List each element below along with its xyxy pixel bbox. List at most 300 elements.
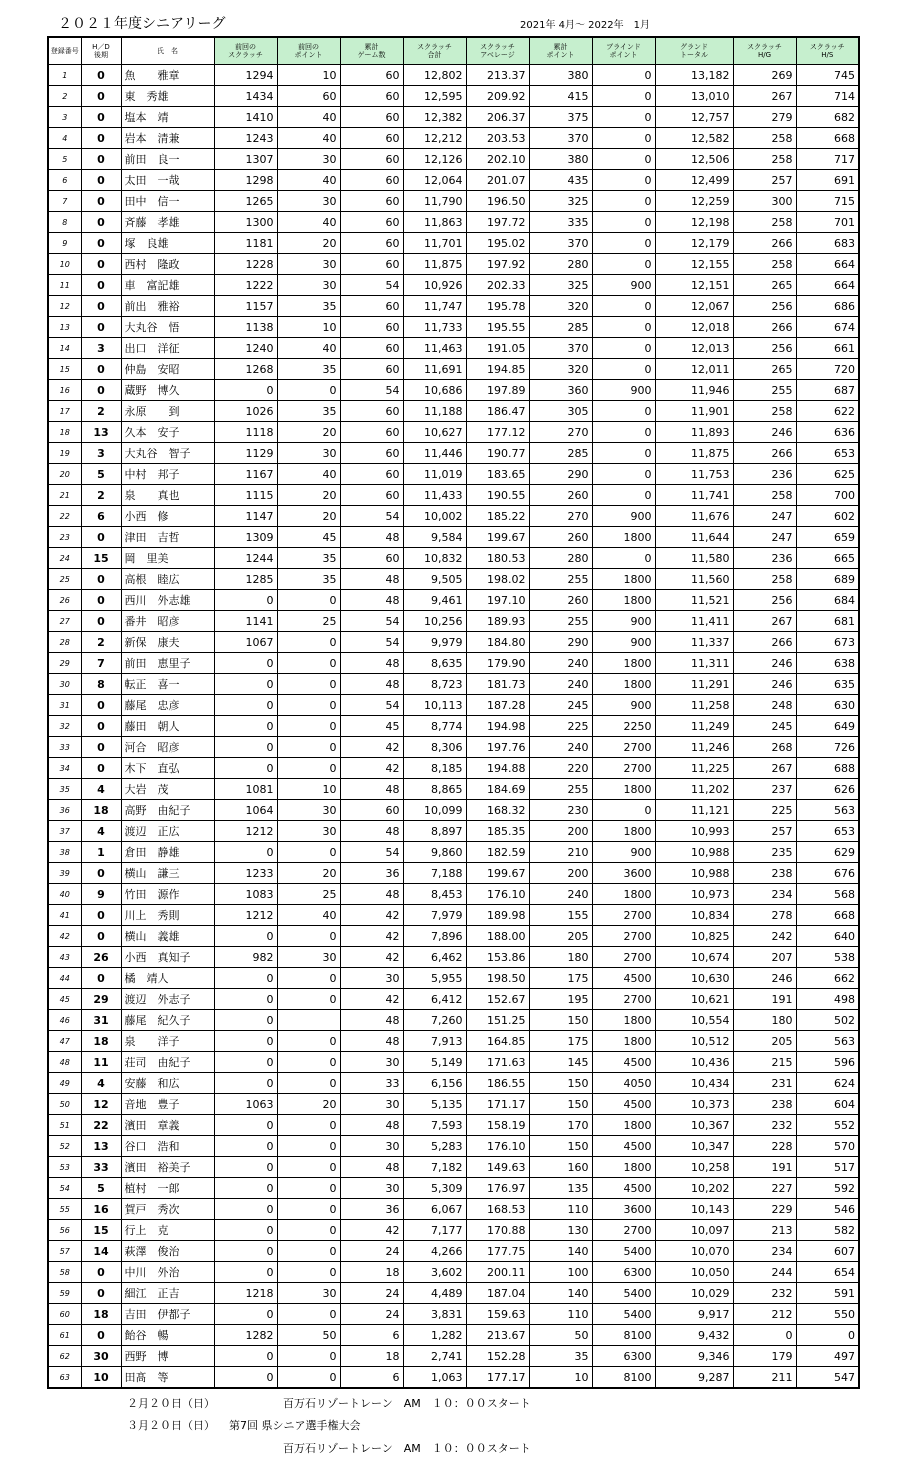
scratch-average-cell: 171.63	[466, 1052, 529, 1073]
table-row	[48, 506, 859, 527]
prev-points-cell: 0	[277, 1367, 340, 1389]
total-points-cell: 370	[529, 338, 592, 359]
scratch-total-cell: 8,865	[403, 779, 466, 800]
handicap-cell: 2	[81, 485, 121, 506]
handicap-cell: 7	[81, 653, 121, 674]
high-series-cell: 563	[796, 800, 859, 821]
grand-total-cell: 11,901	[655, 401, 733, 422]
table-row	[48, 905, 859, 926]
total-games-cell: 48	[340, 569, 403, 590]
column-header-label: 後期	[94, 51, 108, 59]
high-series-cell: 625	[796, 464, 859, 485]
prev-scratch-cell: 1294	[214, 65, 277, 86]
total-games-cell: 45	[340, 716, 403, 737]
grand-total-cell: 10,434	[655, 1073, 733, 1094]
handicap-cell: 0	[81, 317, 121, 338]
high-series-cell: 649	[796, 716, 859, 737]
scratch-average-cell: 189.98	[466, 905, 529, 926]
reg-no-cell: 49	[48, 1073, 81, 1094]
grand-total-cell: 11,337	[655, 632, 733, 653]
reg-no-cell: 8	[48, 212, 81, 233]
prev-points-cell: 35	[277, 548, 340, 569]
handicap-cell: 0	[81, 1283, 121, 1304]
high-series-cell: 640	[796, 926, 859, 947]
prev-points-cell: 30	[277, 275, 340, 296]
column-header	[81, 37, 121, 65]
high-series-cell: 591	[796, 1283, 859, 1304]
grand-total-cell: 10,050	[655, 1262, 733, 1283]
reg-no-cell: 37	[48, 821, 81, 842]
scratch-average-cell: 195.02	[466, 233, 529, 254]
total-games-cell: 24	[340, 1241, 403, 1262]
total-points-cell: 110	[529, 1199, 592, 1220]
reg-no-cell: 19	[48, 443, 81, 464]
player-name-cell: 木下 直弘	[121, 758, 214, 779]
player-name-cell: 西野 博	[121, 1346, 214, 1367]
grand-total-cell: 10,825	[655, 926, 733, 947]
prev-scratch-cell: 1244	[214, 548, 277, 569]
total-games-cell: 54	[340, 611, 403, 632]
prev-points-cell: 0	[277, 716, 340, 737]
table-row	[48, 1010, 859, 1031]
high-game-cell: 236	[733, 464, 796, 485]
column-header	[733, 37, 796, 65]
total-games-cell: 48	[340, 1031, 403, 1052]
grand-total-cell: 10,143	[655, 1199, 733, 1220]
total-games-cell: 60	[340, 485, 403, 506]
total-points-cell: 380	[529, 65, 592, 86]
scratch-average-cell: 186.47	[466, 401, 529, 422]
high-game-cell: 234	[733, 884, 796, 905]
grand-total-cell: 11,411	[655, 611, 733, 632]
scratch-average-cell: 209.92	[466, 86, 529, 107]
total-points-cell: 150	[529, 1010, 592, 1031]
high-series-cell: 717	[796, 149, 859, 170]
total-points-cell: 380	[529, 149, 592, 170]
reg-no-cell: 48	[48, 1052, 81, 1073]
high-series-cell: 689	[796, 569, 859, 590]
scratch-total-cell: 3,602	[403, 1262, 466, 1283]
high-game-cell: 300	[733, 191, 796, 212]
grand-total-cell: 10,373	[655, 1094, 733, 1115]
prev-points-cell: 20	[277, 863, 340, 884]
total-games-cell: 36	[340, 863, 403, 884]
grand-total-cell: 11,246	[655, 737, 733, 758]
scratch-total-cell: 12,382	[403, 107, 466, 128]
scratch-average-cell: 151.25	[466, 1010, 529, 1031]
prev-scratch-cell: 0	[214, 1157, 277, 1178]
prev-scratch-cell: 0	[214, 1367, 277, 1389]
player-name-cell: 藤田 朝人	[121, 716, 214, 737]
blind-points-cell: 900	[592, 275, 655, 296]
scratch-total-cell: 10,113	[403, 695, 466, 716]
prev-points-cell: 40	[277, 212, 340, 233]
high-game-cell: 246	[733, 422, 796, 443]
high-series-cell: 726	[796, 737, 859, 758]
prev-scratch-cell: 1228	[214, 254, 277, 275]
total-games-cell: 54	[340, 632, 403, 653]
column-header	[529, 37, 592, 65]
handicap-cell: 18	[81, 1304, 121, 1325]
prev-scratch-cell: 982	[214, 947, 277, 968]
blind-points-cell: 3600	[592, 863, 655, 884]
table-row	[48, 1178, 859, 1199]
standings-table	[47, 36, 860, 1389]
table-row	[48, 380, 859, 401]
prev-scratch-cell: 1063	[214, 1094, 277, 1115]
high-game-cell: 248	[733, 695, 796, 716]
blind-points-cell: 4500	[592, 968, 655, 989]
total-games-cell: 54	[340, 695, 403, 716]
grand-total-cell: 12,582	[655, 128, 733, 149]
blind-points-cell: 4500	[592, 1052, 655, 1073]
prev-points-cell: 25	[277, 884, 340, 905]
scratch-total-cell: 11,863	[403, 212, 466, 233]
player-name-cell: 魚 雅章	[121, 65, 214, 86]
handicap-cell: 15	[81, 1220, 121, 1241]
table-row	[48, 1073, 859, 1094]
scratch-average-cell: 194.98	[466, 716, 529, 737]
handicap-cell: 22	[81, 1115, 121, 1136]
reg-no-cell: 58	[48, 1262, 81, 1283]
prev-points-cell: 0	[277, 1073, 340, 1094]
prev-points-cell: 20	[277, 422, 340, 443]
total-points-cell: 255	[529, 779, 592, 800]
total-points-cell: 155	[529, 905, 592, 926]
table-row	[48, 254, 859, 275]
scratch-average-cell: 197.10	[466, 590, 529, 611]
scratch-average-cell: 196.50	[466, 191, 529, 212]
scratch-total-cell: 8,185	[403, 758, 466, 779]
high-game-cell: 229	[733, 1199, 796, 1220]
handicap-cell: 0	[81, 905, 121, 926]
prev-scratch-cell: 1298	[214, 170, 277, 191]
scratch-total-cell: 2,741	[403, 1346, 466, 1367]
prev-scratch-cell: 1118	[214, 422, 277, 443]
player-name-cell: 泉 洋子	[121, 1031, 214, 1052]
player-name-cell: 仲島 安昭	[121, 359, 214, 380]
total-points-cell: 140	[529, 1241, 592, 1262]
handicap-cell: 4	[81, 821, 121, 842]
player-name-cell: 中村 邦子	[121, 464, 214, 485]
prev-scratch-cell: 1147	[214, 506, 277, 527]
handicap-cell: 0	[81, 233, 121, 254]
total-games-cell: 48	[340, 674, 403, 695]
handicap-cell: 10	[81, 1367, 121, 1389]
total-games-cell: 60	[340, 191, 403, 212]
blind-points-cell: 0	[592, 359, 655, 380]
high-game-cell: 225	[733, 800, 796, 821]
player-name-cell: 竹田 源作	[121, 884, 214, 905]
prev-points-cell: 40	[277, 170, 340, 191]
reg-no-cell: 51	[48, 1115, 81, 1136]
handicap-cell: 4	[81, 1073, 121, 1094]
player-name-cell: 谷口 浩和	[121, 1136, 214, 1157]
grand-total-cell: 10,512	[655, 1031, 733, 1052]
scratch-average-cell: 188.00	[466, 926, 529, 947]
handicap-cell: 0	[81, 149, 121, 170]
total-games-cell: 30	[340, 1094, 403, 1115]
prev-scratch-cell: 0	[214, 926, 277, 947]
total-points-cell: 270	[529, 422, 592, 443]
prev-scratch-cell: 0	[214, 737, 277, 758]
reg-no-cell: 53	[48, 1157, 81, 1178]
prev-points-cell: 0	[277, 1115, 340, 1136]
table-row	[48, 1346, 859, 1367]
total-points-cell: 150	[529, 1136, 592, 1157]
table-row	[48, 296, 859, 317]
reg-no-cell: 47	[48, 1031, 81, 1052]
grand-total-cell: 13,182	[655, 65, 733, 86]
prev-points-cell: 35	[277, 359, 340, 380]
scratch-total-cell: 1,282	[403, 1325, 466, 1346]
table-row	[48, 989, 859, 1010]
scratch-total-cell: 7,188	[403, 863, 466, 884]
high-game-cell: 212	[733, 1304, 796, 1325]
blind-points-cell: 4500	[592, 1094, 655, 1115]
scratch-total-cell: 12,126	[403, 149, 466, 170]
scratch-average-cell: 185.22	[466, 506, 529, 527]
prev-scratch-cell: 1067	[214, 632, 277, 653]
handicap-cell: 0	[81, 65, 121, 86]
scratch-total-cell: 9,584	[403, 527, 466, 548]
scratch-average-cell: 171.17	[466, 1094, 529, 1115]
prev-points-cell: 50	[277, 1325, 340, 1346]
column-header	[796, 37, 859, 65]
player-name-cell: 河合 昭彦	[121, 737, 214, 758]
grand-total-cell: 11,753	[655, 464, 733, 485]
table-row	[48, 1115, 859, 1136]
table-row	[48, 1262, 859, 1283]
high-series-cell: 517	[796, 1157, 859, 1178]
total-points-cell: 320	[529, 359, 592, 380]
scratch-total-cell: 6,412	[403, 989, 466, 1010]
table-row	[48, 317, 859, 338]
scratch-average-cell: 187.04	[466, 1283, 529, 1304]
handicap-cell: 18	[81, 800, 121, 821]
scratch-average-cell: 197.76	[466, 737, 529, 758]
prev-scratch-cell: 1181	[214, 233, 277, 254]
reg-no-cell: 29	[48, 653, 81, 674]
column-header-label: ポイント	[294, 51, 323, 59]
high-game-cell: 258	[733, 128, 796, 149]
high-series-cell: 497	[796, 1346, 859, 1367]
total-games-cell: 33	[340, 1073, 403, 1094]
high-game-cell: 247	[733, 506, 796, 527]
grand-total-cell: 10,097	[655, 1220, 733, 1241]
handicap-cell: 0	[81, 254, 121, 275]
player-name-cell: 細江 正吉	[121, 1283, 214, 1304]
reg-no-cell: 42	[48, 926, 81, 947]
player-name-cell: 安藤 和広	[121, 1073, 214, 1094]
blind-points-cell: 0	[592, 107, 655, 128]
column-header-label: アベレージ	[480, 51, 515, 59]
blind-points-cell: 0	[592, 233, 655, 254]
total-games-cell: 60	[340, 548, 403, 569]
prev-scratch-cell: 0	[214, 1136, 277, 1157]
table-row	[48, 1220, 859, 1241]
grand-total-cell: 11,311	[655, 653, 733, 674]
scratch-average-cell: 202.33	[466, 275, 529, 296]
total-games-cell: 60	[340, 233, 403, 254]
high-game-cell: 244	[733, 1262, 796, 1283]
grand-total-cell: 10,436	[655, 1052, 733, 1073]
blind-points-cell: 4050	[592, 1073, 655, 1094]
column-header	[466, 37, 529, 65]
total-games-cell: 48	[340, 527, 403, 548]
high-series-cell: 622	[796, 401, 859, 422]
high-game-cell: 267	[733, 86, 796, 107]
grand-total-cell: 11,580	[655, 548, 733, 569]
high-series-cell: 674	[796, 317, 859, 338]
player-name-cell: 東 秀雄	[121, 86, 214, 107]
reg-no-cell: 45	[48, 989, 81, 1010]
scratch-total-cell: 10,627	[403, 422, 466, 443]
blind-points-cell: 1800	[592, 1031, 655, 1052]
prev-points-cell: 30	[277, 821, 340, 842]
scratch-average-cell: 195.78	[466, 296, 529, 317]
table-row	[48, 149, 859, 170]
scratch-total-cell: 5,135	[403, 1094, 466, 1115]
total-points-cell: 280	[529, 548, 592, 569]
total-points-cell: 240	[529, 653, 592, 674]
handicap-cell: 2	[81, 401, 121, 422]
prev-points-cell: 0	[277, 737, 340, 758]
prev-points-cell: 0	[277, 695, 340, 716]
high-series-cell: 714	[796, 86, 859, 107]
grand-total-cell: 11,644	[655, 527, 733, 548]
high-series-cell: 568	[796, 884, 859, 905]
total-points-cell: 290	[529, 632, 592, 653]
total-points-cell: 160	[529, 1157, 592, 1178]
handicap-cell: 33	[81, 1157, 121, 1178]
column-header	[121, 37, 214, 65]
handicap-cell: 12	[81, 1094, 121, 1115]
reg-no-cell: 6	[48, 170, 81, 191]
grand-total-cell: 10,834	[655, 905, 733, 926]
reg-no-cell: 31	[48, 695, 81, 716]
table-row	[48, 947, 859, 968]
high-series-cell: 582	[796, 1220, 859, 1241]
total-points-cell: 240	[529, 737, 592, 758]
table-row	[48, 653, 859, 674]
high-game-cell: 232	[733, 1115, 796, 1136]
scratch-average-cell: 170.88	[466, 1220, 529, 1241]
prev-scratch-cell: 0	[214, 989, 277, 1010]
total-games-cell: 24	[340, 1283, 403, 1304]
scratch-total-cell: 7,177	[403, 1220, 466, 1241]
total-points-cell: 180	[529, 947, 592, 968]
grand-total-cell: 9,432	[655, 1325, 733, 1346]
prev-points-cell: 20	[277, 233, 340, 254]
scratch-average-cell: 186.55	[466, 1073, 529, 1094]
prev-points-cell: 0	[277, 989, 340, 1010]
blind-points-cell: 2700	[592, 737, 655, 758]
total-games-cell: 42	[340, 926, 403, 947]
scratch-average-cell: 199.67	[466, 863, 529, 884]
prev-points-cell: 0	[277, 1178, 340, 1199]
total-games-cell: 18	[340, 1262, 403, 1283]
scratch-average-cell: 183.65	[466, 464, 529, 485]
handicap-cell: 4	[81, 779, 121, 800]
scratch-average-cell: 195.55	[466, 317, 529, 338]
high-series-cell: 661	[796, 338, 859, 359]
handicap-cell: 0	[81, 128, 121, 149]
table-row	[48, 674, 859, 695]
high-series-cell: 688	[796, 758, 859, 779]
high-game-cell: 269	[733, 65, 796, 86]
total-games-cell: 6	[340, 1325, 403, 1346]
table-row	[48, 590, 859, 611]
table-row	[48, 485, 859, 506]
reg-no-cell: 24	[48, 548, 81, 569]
player-name-cell: 飴谷 暢	[121, 1325, 214, 1346]
blind-points-cell: 3600	[592, 1199, 655, 1220]
reg-no-cell: 46	[48, 1010, 81, 1031]
table-row	[48, 758, 859, 779]
table-row	[48, 170, 859, 191]
total-games-cell: 48	[340, 1157, 403, 1178]
scratch-average-cell: 206.37	[466, 107, 529, 128]
high-game-cell: 267	[733, 611, 796, 632]
scratch-average-cell: 202.10	[466, 149, 529, 170]
high-game-cell: 279	[733, 107, 796, 128]
reg-no-cell: 23	[48, 527, 81, 548]
prev-scratch-cell: 0	[214, 653, 277, 674]
reg-no-cell: 63	[48, 1367, 81, 1389]
column-header-label: スクラッチ	[480, 43, 515, 51]
grand-total-cell: 12,067	[655, 296, 733, 317]
player-name-cell: 番井 昭彦	[121, 611, 214, 632]
total-games-cell: 54	[340, 506, 403, 527]
prev-scratch-cell: 1268	[214, 359, 277, 380]
scratch-total-cell: 6,462	[403, 947, 466, 968]
scratch-average-cell: 213.67	[466, 1325, 529, 1346]
total-games-cell: 60	[340, 254, 403, 275]
prev-points-cell: 40	[277, 107, 340, 128]
handicap-cell: 26	[81, 947, 121, 968]
scratch-total-cell: 8,453	[403, 884, 466, 905]
prev-points-cell: 40	[277, 338, 340, 359]
prev-scratch-cell: 0	[214, 716, 277, 737]
total-points-cell: 150	[529, 1094, 592, 1115]
total-games-cell: 60	[340, 464, 403, 485]
total-games-cell: 60	[340, 149, 403, 170]
high-series-cell: 659	[796, 527, 859, 548]
total-points-cell: 325	[529, 275, 592, 296]
column-header-label: グランド	[680, 43, 708, 51]
blind-points-cell: 6300	[592, 1262, 655, 1283]
reg-no-cell: 4	[48, 128, 81, 149]
table-row	[48, 779, 859, 800]
scratch-total-cell: 5,283	[403, 1136, 466, 1157]
reg-no-cell: 38	[48, 842, 81, 863]
blind-points-cell: 2250	[592, 716, 655, 737]
prev-scratch-cell: 0	[214, 1262, 277, 1283]
total-points-cell: 435	[529, 170, 592, 191]
total-points-cell: 260	[529, 527, 592, 548]
grand-total-cell: 11,875	[655, 443, 733, 464]
reg-no-cell: 35	[48, 779, 81, 800]
column-header	[277, 37, 340, 65]
table-row	[48, 527, 859, 548]
prev-scratch-cell: 1157	[214, 296, 277, 317]
prev-scratch-cell: 1265	[214, 191, 277, 212]
blind-points-cell: 0	[592, 443, 655, 464]
table-row	[48, 800, 859, 821]
column-header-label: 登録番号	[50, 47, 79, 55]
player-name-cell: 津田 吉哲	[121, 527, 214, 548]
